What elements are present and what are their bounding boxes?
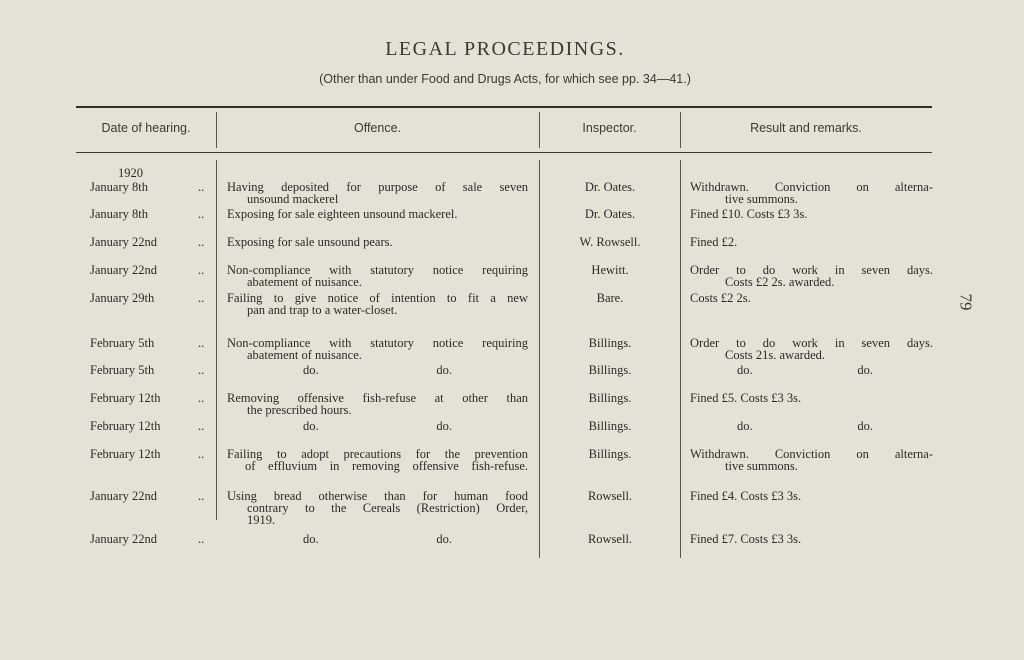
offence-line: Removing offensive fish-refuse at other than xyxy=(227,391,528,405)
result-line: Withdrawn. Conviction on alterna- xyxy=(690,447,933,461)
row-offence xyxy=(227,236,528,248)
page-title: LEGAL PROCEEDINGS. xyxy=(385,38,625,60)
result-line: Fined £5. Costs £3 3s. xyxy=(690,391,802,405)
row-inspector: Billings. xyxy=(588,336,632,350)
row-dots: .. xyxy=(198,447,205,461)
offence-line: Exposing for sale unsound pears. xyxy=(227,235,393,249)
offence-line: abatement of nuisance. xyxy=(247,275,362,289)
row-date: January 22nd xyxy=(90,532,157,546)
row-result xyxy=(690,533,933,545)
row-inspector: Bare. xyxy=(596,291,624,305)
row-dots: .. xyxy=(198,419,205,433)
row-date: January 8th xyxy=(90,180,148,194)
row-dots: .. xyxy=(198,336,205,350)
row-inspector: Hewitt. xyxy=(591,263,629,277)
result-line: tive summons. xyxy=(725,192,798,206)
row-result xyxy=(690,292,933,304)
ditto-mark: do. xyxy=(303,419,319,433)
result-line: Costs 21s. awarded. xyxy=(725,348,825,362)
table-top-rule xyxy=(76,106,932,108)
row-offence xyxy=(227,208,528,220)
row-inspector: Billings. xyxy=(588,391,632,405)
offence-line: Non-compliance with statutory notice requiring xyxy=(227,336,528,350)
row-inspector: Rowsell. xyxy=(587,489,633,503)
row-dots: .. xyxy=(198,291,205,305)
column-divider-1-body xyxy=(216,160,217,520)
header-result: Result and remarks. xyxy=(750,121,862,135)
row-inspector: Dr. Oates. xyxy=(584,207,636,221)
row-result xyxy=(690,264,933,288)
row-date: February 12th xyxy=(90,419,161,433)
row-result xyxy=(690,490,933,502)
row-result xyxy=(690,236,933,248)
row-offence xyxy=(227,181,528,205)
row-result xyxy=(690,392,933,404)
offence-line: Failing to give notice of intention to fit a new xyxy=(227,291,528,305)
row-dots: .. xyxy=(198,263,205,277)
offence-line: contrary to the Cereals (Restriction) Order, xyxy=(247,501,528,515)
header-date: Date of hearing. xyxy=(101,121,191,135)
result-line: Fined £4. Costs £3 3s. xyxy=(690,489,802,503)
offence-line: Exposing for sale eighteen unsound mackerel. xyxy=(227,207,458,221)
header-offence: Offence. xyxy=(353,121,402,135)
offence-line: Failing to adopt precautions for the prevention xyxy=(227,447,528,461)
row-result xyxy=(690,337,933,361)
row-date: January 22nd xyxy=(90,263,157,277)
row-dots: .. xyxy=(198,363,205,377)
header-inspector: Inspector. xyxy=(582,121,637,135)
row-offence xyxy=(227,364,528,376)
row-offence xyxy=(227,264,528,288)
row-dots: .. xyxy=(198,235,205,249)
row-dots: .. xyxy=(198,532,205,546)
row-date: January 22nd xyxy=(90,235,157,249)
ditto-mark: do. xyxy=(737,419,753,433)
row-inspector: Billings. xyxy=(588,363,632,377)
row-result xyxy=(690,364,933,376)
row-offence xyxy=(227,392,528,416)
row-offence xyxy=(227,490,528,526)
ditto-mark: do. xyxy=(436,532,452,546)
row-date: February 12th xyxy=(90,391,161,405)
ditto-mark: do. xyxy=(857,363,873,377)
page-subtitle: (Other than under Food and Drugs Acts, for which see pp. 34—41.) xyxy=(319,72,691,86)
row-date: January 29th xyxy=(90,291,155,305)
offence-line: Using bread otherwise than for human food xyxy=(227,489,528,503)
year-label: 1920 xyxy=(118,166,143,180)
ditto-mark: do. xyxy=(436,419,452,433)
result-line: Order to do work in seven days. xyxy=(690,263,933,277)
ditto-mark: do. xyxy=(436,363,452,377)
ditto-mark: do. xyxy=(737,363,753,377)
row-offence xyxy=(227,420,528,432)
row-inspector: W. Rowsell. xyxy=(579,235,641,249)
table-header-rule xyxy=(76,152,932,153)
row-offence xyxy=(227,337,528,361)
row-date: February 5th xyxy=(90,363,155,377)
row-offence xyxy=(227,448,528,472)
result-line: Fined £7. Costs £3 3s. xyxy=(690,532,802,546)
result-line: Order to do work in seven days. xyxy=(690,336,933,350)
offence-line: Non-compliance with statutory notice requiring xyxy=(227,263,528,277)
row-date: February 5th xyxy=(90,336,155,350)
row-offence xyxy=(227,292,528,316)
row-result xyxy=(690,420,933,432)
row-result xyxy=(690,181,933,205)
offence-line: Having deposited for purpose of sale seven xyxy=(227,180,528,194)
offence-line: unsound mackerel xyxy=(247,192,339,206)
row-inspector: Billings. xyxy=(588,419,632,433)
result-line: Fined £2. xyxy=(690,235,738,249)
row-dots: .. xyxy=(198,207,205,221)
result-line: Withdrawn. Conviction on alterna- xyxy=(690,180,933,194)
row-dots: .. xyxy=(198,391,205,405)
row-dots: .. xyxy=(198,180,205,194)
row-offence xyxy=(227,533,528,545)
page-number: 79 xyxy=(956,293,976,311)
offence-line: 1919. xyxy=(247,513,276,527)
ditto-mark: do. xyxy=(857,419,873,433)
row-result xyxy=(690,208,933,220)
result-line: tive summons. xyxy=(725,459,798,473)
column-divider-3-body xyxy=(680,160,681,558)
row-inspector: Billings. xyxy=(588,447,632,461)
ditto-mark: do. xyxy=(303,363,319,377)
result-line: Costs £2 2s. xyxy=(690,291,751,305)
row-result xyxy=(690,448,933,472)
row-date: January 8th xyxy=(90,207,148,221)
offence-line: abatement of nuisance. xyxy=(247,348,362,362)
ditto-mark: do. xyxy=(303,532,319,546)
row-inspector: Rowsell. xyxy=(587,532,633,546)
row-inspector: Dr. Oates. xyxy=(584,180,636,194)
result-line: Costs £2 2s. awarded. xyxy=(725,275,835,289)
offence-line: pan and trap to a water-closet. xyxy=(247,303,398,317)
row-dots: .. xyxy=(198,489,205,503)
row-date: February 12th xyxy=(90,447,161,461)
result-line: Fined £10. Costs £3 3s. xyxy=(690,207,808,221)
row-date: January 22nd xyxy=(90,489,157,503)
offence-line: the prescribed hours. xyxy=(247,403,352,417)
offence-line: of effluvium in removing offensive fish-refuse. xyxy=(245,459,528,473)
